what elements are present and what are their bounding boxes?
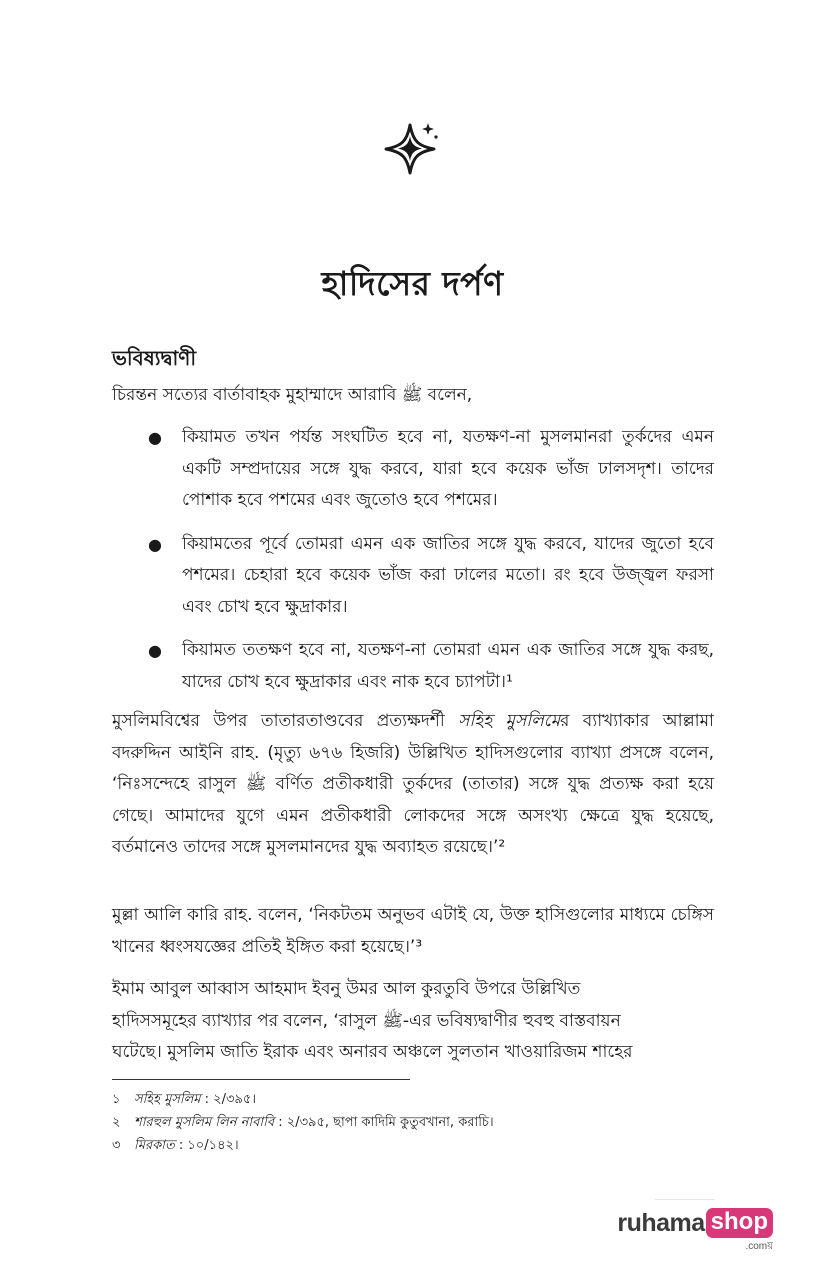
- footnote: [112, 1088, 712, 1111]
- intro-paragraph: চিরন্তন সত্যের বার্তাবাহক মুহাম্মাদে আরাবি ﷺ বলেন,: [112, 385, 473, 405]
- footnote-number: ১: [112, 1092, 121, 1107]
- ruhamashop-watermark-logo: [617, 1208, 773, 1256]
- logo-text-ruhama: ruhama: [617, 1209, 705, 1237]
- logo-text-com: .comয়: [745, 1241, 773, 1252]
- footnote: [112, 1111, 712, 1134]
- star-ornament-icon: [380, 117, 446, 183]
- book-title: সহিহ মুসলিমে: [458, 711, 561, 731]
- commentary-paragraph-qurtubi: [112, 974, 714, 1069]
- footnote-ref: : ১০/১৪২।: [174, 1138, 239, 1153]
- commentary-paragraph-aini: [112, 706, 714, 864]
- footnote-ref: : ২/৩৯৫।: [200, 1092, 256, 1107]
- list-item-text: কিয়ামত তখন পর্যন্ত সংঘটিত হবে না, যতক্ষণ-না মুসলমানরা তুর্কদের এমন একটি সম্প্রদায়ের সঙ্গে যুদ্ধ করবে, যারা হবে কয়েক ভাঁজ ঢালসদৃশ। তাদের পোশাক হবে পশমের এবং জুতোও হবে পশমের।: [182, 427, 714, 510]
- list-item: [112, 422, 714, 517]
- commentary-paragraph-qari: মুল্লা আলি কারি রাহ. বলেন, ‘নিকটতম অনুভব এটাই যে, উক্ত হাসিগুলোর মাধ্যমে চেঙ্গিস খানের ধ্বংসযজ্ঞের প্রতিই ইঙ্গিত করা হয়েছে।’³: [112, 905, 714, 957]
- bullet-icon: ●: [148, 534, 162, 554]
- list-item-text: কিয়ামত ততক্ষণ হবে না, যতক্ষণ-না তোমরা এমন এক জাতির সঙ্গে যুদ্ধ করছ, যাদের চোখ হবে ক্ষুদ্রাকার এবং নাক হবে চ্যাপটা।¹: [182, 640, 714, 692]
- footnotes: [112, 1088, 712, 1157]
- section-heading: ভবিষ্যদ্বাণী: [112, 346, 197, 370]
- logo-shop-badge: [706, 1208, 773, 1256]
- paragraph-text: র ব্যাখ্যাকার আল্লামা বদরুদ্দিন আইনি রাহ. (মৃত্যু ৬৭৬ হিজরি) উল্লিখিত হাদিসগুলোর ব্যাখ্যা প্রসঙ্গে বলেন, ‘নিঃসন্দেহে রাসুল ﷺ বর্ণিত প্রতীকধারী তুর্কদের (তাতার) সঙ্গে যুদ্ধ প্রত্যক্ষ করা হয়ে গেছে। আমাদের যুগে এমন প্রতীকধারী লোকদের সঙ্গে অসংখ্য ক্ষেত্রে যুদ্ধ হয়েছে, বর্তমানেও তাদের সঙ্গে মুসলমানদের যুদ্ধ অব্যাহত রয়েছে।’²: [112, 711, 715, 857]
- paragraph-line: হাদিসসমূহের ব্যাখ্যার পর বলেন, ‘রাসুল ﷺ-এর ভবিষ্যদ্বাণীর হুবহু বাস্তবায়ন: [112, 1010, 621, 1031]
- footnote-number: ৩: [112, 1138, 121, 1153]
- watermark-divider: [655, 1199, 715, 1200]
- paragraph-line: ইমাম আবুল আব্বাস আহমাদ ইবনু উমর আল কুরতুবি উপরে উল্লিখিত: [112, 979, 581, 999]
- footnote-source: সহিহ মুসলিম: [134, 1092, 201, 1107]
- footnote-divider: [112, 1079, 410, 1080]
- footnote: [112, 1134, 712, 1157]
- list-item: [112, 529, 714, 624]
- footnote-number: ২: [112, 1115, 121, 1130]
- paragraph-text: মুসলিমবিশ্বের উপর তাতারতাণ্ডবের প্রত্যক্ষদর্শী: [112, 711, 459, 731]
- list-item-text: কিয়ামতের পূর্বে তোমরা এমন এক জাতির সঙ্গে যুদ্ধ করবে, যাদের জুতো হবে পশমের। চেহারা হবে কয়েক ভাঁজ করা ঢালের মতো। রং হবে উজ্জ্বল ফরসা এবং চোখ হবে ক্ষুদ্রাকার।: [182, 533, 714, 617]
- chapter-title: হাদিসের দর্পণ: [321, 264, 504, 303]
- list-item: [112, 635, 714, 698]
- bullet-icon: ●: [148, 641, 162, 660]
- logo-text-shop: shop: [706, 1208, 773, 1238]
- footnote-source: শারহুল মুসলিম লিন নাবাবি: [134, 1115, 275, 1130]
- footnote-ref: : ২/৩৯৫, ছাপা কাদিমি কুতুবখানা, করাচি।: [274, 1115, 494, 1130]
- footnote-source: মিরকাত: [134, 1138, 175, 1153]
- paragraph-line: ঘটেছে। মুসলিম জাতি ইরাক এবং অনারব অঞ্চলে সুলতান খাওয়ারিজম শাহের: [112, 1042, 633, 1062]
- bullet-icon: ●: [148, 428, 162, 447]
- prophecy-list: [112, 422, 714, 710]
